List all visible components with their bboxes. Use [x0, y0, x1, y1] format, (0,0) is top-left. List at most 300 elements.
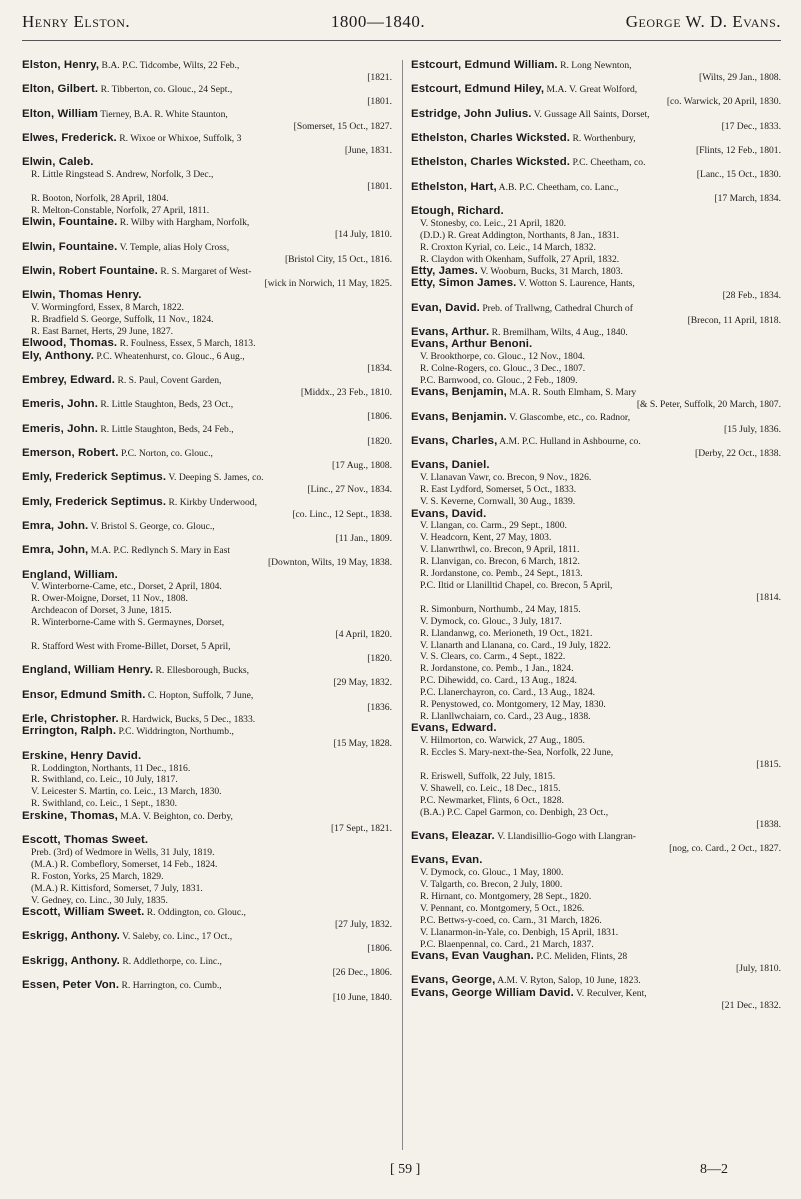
- entry-line: V. Llanwrthwl, co. Brecon, 9 April, 1811.: [420, 544, 580, 556]
- clergy-entry: [22, 980, 392, 1004]
- entry-line: R. Penystowed, co. Montgomery, 12 May, 1830.: [420, 699, 606, 711]
- clergy-entry: [22, 266, 392, 290]
- entry-text: R. S. Paul, Covent Garden,: [117, 375, 222, 387]
- entry-first-line: [22, 931, 392, 943]
- clergy-entry: [22, 424, 392, 448]
- entry-line: V. Llanarth and Llanana, co. Card., 19 July, 1822.: [420, 639, 611, 651]
- entry-first-line: [22, 497, 392, 509]
- clergy-entry: [22, 690, 392, 714]
- entry-headword: Embrey, Edward.: [22, 374, 116, 387]
- entry-line: R. Little Ringstead S. Andrew, Norfolk, 3 Dec.,: [31, 169, 214, 181]
- entry-line: R. Swithland, co. Leic., 1 Sept., 1830.: [31, 798, 178, 810]
- entry-line: V. Headcorn, Kent, 27 May, 1803.: [420, 532, 552, 544]
- entry-headword: Estcourt, Edmund Hiley,: [411, 83, 545, 96]
- entry-line: [Flints, 12 Feb., 1801.: [695, 144, 781, 156]
- clergy-entry: [411, 84, 781, 108]
- page-number: [ 59 ]: [390, 1162, 421, 1177]
- entry-line: R. Eriswell, Suffolk, 22 July, 1815.: [420, 770, 556, 782]
- entry-headword: Evans, George,: [411, 974, 496, 987]
- entry-line: R. Foston, Yorks, 25 March, 1829.: [31, 870, 164, 882]
- entry-headword: Elston, Henry,: [22, 59, 100, 71]
- entry-text: Tierney, B.A. R. White Staunton,: [100, 108, 228, 120]
- entry-headword: Ethelston, Hart,: [411, 180, 497, 193]
- entry-first-line: [411, 988, 781, 1000]
- entry-headword: Emeris, John.: [22, 398, 98, 411]
- entry-first-line: [22, 448, 392, 460]
- entry-first-line: [411, 206, 781, 218]
- entry-line: [17 Dec., 1833.: [721, 120, 781, 132]
- entry-text: R. Little Staughton, Beds, 24 Feb.,: [100, 423, 234, 435]
- entry-line: (M.A.) R. Kittisford, Somerset, 7 July, 1831.: [31, 882, 203, 894]
- entry-line: [21 Dec., 1832.: [721, 999, 781, 1011]
- entry-headword: Evans, Arthur.: [411, 325, 490, 338]
- entry-line: R. Booton, Norfolk, 28 April, 1804.: [31, 192, 169, 204]
- clergy-entry: [411, 266, 781, 278]
- entry-first-line: [411, 723, 781, 735]
- entry-line: (B.A.) P.C. Capel Garmon, co. Denbigh, 23 Oct.,: [420, 806, 609, 818]
- entry-first-line: [22, 665, 392, 677]
- entry-line: [Derby, 22 Oct., 1838.: [695, 448, 781, 459]
- entry-text: P.C. Cheetham, co.: [572, 157, 646, 169]
- entry-line: Preb. (3rd) of Wedmore in Wells, 31 July, 1819.: [31, 846, 215, 858]
- clergy-entry: [411, 206, 781, 266]
- entry-headword: Erskine, Henry David.: [22, 749, 142, 762]
- entry-first-line: [411, 303, 781, 315]
- entry-first-line: [411, 60, 781, 72]
- entry-text: R. Bremilham, Wilts, 4 Aug., 1840.: [491, 326, 628, 338]
- clergy-entry: [411, 387, 781, 411]
- entry-text: A.M. P.C. Hulland in Ashbourne, co.: [499, 436, 641, 448]
- clergy-entry: [411, 157, 781, 181]
- entry-line: [10 June, 1840.: [332, 991, 392, 1003]
- entry-headword: Estcourt, Edmund William.: [411, 59, 558, 71]
- right-column: [402, 60, 781, 1150]
- entry-line: V. Llanarmon-in-Yale, co. Denbigh, 15 April, 1831.: [420, 926, 619, 938]
- entry-text: P.C. Norton, co. Glouc.,: [120, 448, 213, 459]
- clergy-entry: [22, 521, 392, 545]
- clergy-entry: [22, 956, 392, 980]
- entry-line: [Lanc., 15 Oct., 1830.: [696, 169, 781, 181]
- entry-line: [& S. Peter, Suffolk, 20 March, 1807.: [636, 399, 781, 411]
- clergy-entry: [22, 448, 392, 472]
- clergy-entry: [22, 351, 392, 375]
- entry-text: R. Wilby with Hargham, Norfolk,: [119, 217, 250, 229]
- entry-first-line: [22, 956, 392, 968]
- entry-line: V. Pennant, co. Montgomery, 5 Oct., 1826.: [420, 902, 585, 914]
- clergy-entry: [411, 436, 781, 460]
- entry-headword: Elwood, Thomas.: [22, 337, 118, 350]
- entry-headword: Evan, David.: [411, 301, 480, 314]
- entry-headword: Evans, Evan Vaughan.: [411, 950, 534, 963]
- entry-line: [1821.: [367, 71, 392, 83]
- entry-line: V. Gedney, co. Linc., 30 July, 1835.: [31, 894, 168, 906]
- entry-first-line: [22, 424, 392, 436]
- entry-line: [Middx., 23 Feb., 1810.: [300, 386, 392, 398]
- entry-headword: Elwin, Thomas Henry.: [22, 289, 142, 302]
- entry-line: [Downton, Wilts, 19 May, 1838.: [267, 557, 392, 569]
- entry-headword: Eskrigg, Anthony.: [22, 954, 120, 967]
- entry-text: R. Little Staughton, Beds, 23 Oct.,: [100, 399, 234, 411]
- entry-first-line: [22, 60, 392, 72]
- running-head-center: 1800—1840.: [330, 12, 426, 31]
- clergy-entry: [22, 835, 392, 906]
- entry-line: R. Jordanstone, co. Pemb., 1 Jan., 1824.: [420, 663, 574, 675]
- clergy-entry: [411, 831, 781, 855]
- clergy-entry: [22, 570, 392, 665]
- entry-text: B.A. P.C. Tidcombe, Wilts, 22 Feb.,: [101, 60, 240, 71]
- entry-first-line: [22, 217, 392, 229]
- entry-first-line: [22, 109, 392, 121]
- entry-line: R. Hirnant, co. Montgomery, 28 Sept., 1820.: [420, 891, 592, 903]
- entry-line: V. Hilmorton, co. Warwick, 27 Aug., 1805.: [420, 735, 585, 747]
- entry-text: P.C. Widdrington, Northumb.,: [118, 726, 234, 738]
- entry-line: [July, 1810.: [736, 962, 781, 974]
- entry-first-line: [22, 521, 392, 533]
- entry-line: [4 April, 1820.: [335, 629, 392, 641]
- entry-first-line: [22, 472, 392, 484]
- entry-headword: Elwin, Fountaine.: [22, 240, 118, 253]
- entry-headword: Emra, John,: [22, 544, 89, 557]
- entry-line: [1820.: [367, 435, 392, 447]
- entry-headword: Evans, Edward.: [411, 722, 497, 735]
- entry-headword: Emeris, John.: [22, 422, 98, 435]
- entry-line: (D.D.) R. Great Addington, Northants, 8 Jan., 1831.: [420, 229, 620, 241]
- entry-first-line: [22, 714, 392, 726]
- entry-headword: Evans, Benjamin,: [411, 386, 507, 399]
- entry-first-line: [22, 338, 392, 350]
- entry-headword: Escott, Thomas Sweet.: [22, 834, 149, 846]
- entry-line: [nog, co. Card., 2 Oct., 1827.: [669, 842, 781, 854]
- entry-first-line: [411, 509, 781, 521]
- entry-line: V. S. Clears, co. Carm., 4 Sept., 1822.: [420, 651, 566, 663]
- entry-headword: Elton, Gilbert.: [22, 83, 99, 96]
- entry-headword: Elwes, Frederick.: [22, 131, 117, 144]
- entry-line: P.C. Barnwood, co. Glouc., 2 Feb., 1809.: [420, 375, 578, 387]
- entry-headword: Ely, Anthony.: [22, 349, 94, 362]
- entry-first-line: [411, 831, 781, 843]
- entry-first-line: [411, 460, 781, 472]
- entry-first-line: [22, 690, 392, 702]
- entry-headword: Erle, Christopher.: [22, 712, 119, 725]
- entry-line: R. Claydon with Okenham, Suffolk, 27 April, 1832.: [420, 253, 620, 265]
- entry-headword: Evans, Evan.: [411, 854, 483, 867]
- entry-line: V. Brookthorpe, co. Glouc., 12 Nov., 1804.: [420, 351, 585, 363]
- clergy-entry: [22, 157, 392, 217]
- entry-line: V. Wormingford, Essex, 8 March, 1822.: [31, 302, 184, 314]
- entry-line: R. East Lydford, Somerset, 5 Oct., 1833.: [420, 484, 577, 496]
- entry-text: R. S. Margaret of West-: [160, 265, 252, 277]
- entry-line: [14 July, 1810.: [335, 229, 392, 241]
- entry-line: P.C. Llanerchayron, co. Card., 13 Aug., 1824.: [420, 687, 596, 699]
- entry-line: [27 July, 1832.: [335, 918, 392, 930]
- entry-headword: Evans, George William David.: [411, 986, 574, 999]
- entry-text: R. Ellesborough, Bucks,: [155, 665, 250, 677]
- entry-text: V. Bristol S. George, co. Glouc.,: [90, 520, 215, 532]
- entry-line: R. Melton-Constable, Norfolk, 27 April, 1811.: [31, 204, 210, 216]
- entry-line: Archdeacon of Dorset, 3 June, 1815.: [31, 605, 172, 617]
- entry-headword: Ensor, Edmund Smith.: [22, 688, 146, 701]
- entry-text: R. Foulness, Essex, 5 March, 1813.: [119, 338, 256, 350]
- clergy-entry: [22, 726, 392, 750]
- entry-first-line: [22, 84, 392, 96]
- entry-headword: Eskrigg, Anthony.: [22, 930, 120, 943]
- entry-first-line: [411, 855, 781, 867]
- entry-text: V. Deeping S. James, co.: [168, 472, 264, 484]
- entry-first-line: [411, 436, 781, 448]
- entry-text: R. Tibberton, co. Glouc., 24 Sept.,: [100, 84, 233, 96]
- entry-text: V. Saleby, co. Linc., 17 Oct.,: [122, 931, 233, 943]
- clergy-entry: [22, 84, 392, 108]
- clergy-entry: [22, 242, 392, 266]
- left-column: [22, 60, 392, 1150]
- entry-text: R. Harrington, co. Cumb.,: [121, 979, 222, 991]
- clergy-entry: [411, 460, 781, 508]
- entry-line: [1834.: [367, 362, 392, 374]
- entry-line: R. Winterborne-Came with S. Germaynes, Dorset,: [31, 617, 225, 629]
- entry-first-line: [22, 375, 392, 387]
- entry-headword: Elwin, Fountaine.: [22, 216, 118, 229]
- entry-text: M.A. V. Great Wolford,: [546, 84, 638, 96]
- entry-first-line: [411, 182, 781, 194]
- entry-line: R. Loddington, Northants, 11 Dec., 1816.: [31, 762, 191, 774]
- entry-line: [Wilts, 29 Jan., 1808.: [699, 71, 781, 83]
- entry-line: [11 Jan., 1809.: [335, 532, 392, 544]
- entry-line: [28 Feb., 1834.: [722, 290, 781, 302]
- entry-first-line: [22, 399, 392, 411]
- clergy-entry: [22, 217, 392, 241]
- entry-text: V. Temple, alias Holy Cross,: [119, 241, 230, 253]
- entry-headword: Elwin, Robert Fountaine.: [22, 264, 158, 277]
- entry-headword: Evans, Daniel.: [411, 459, 490, 472]
- entry-first-line: [22, 290, 392, 302]
- clergy-entry: [22, 399, 392, 423]
- entry-first-line: [22, 266, 392, 278]
- entry-line: R. Llandanwg, co. Merioneth, 19 Oct., 1821.: [420, 627, 593, 639]
- clergy-entry: [22, 109, 392, 133]
- clergy-entry: [411, 303, 781, 327]
- clergy-entry: [411, 855, 781, 950]
- entry-line: [1806.: [367, 411, 392, 423]
- entry-text: M.A. P.C. Redlynch S. Mary in East: [90, 545, 231, 557]
- entry-columns: [22, 60, 781, 1150]
- entry-text: V. Llandisillio-Gogo with Llangran-: [497, 831, 636, 842]
- entry-text: R. Worthenbury,: [572, 132, 636, 144]
- clergy-entry: [411, 327, 781, 339]
- entry-line: P.C. Dihewidd, co. Card., 13 Aug., 1824.: [420, 675, 577, 687]
- clergy-entry: [411, 182, 781, 206]
- entry-headword: Evans, Arthur Benoni.: [411, 338, 533, 351]
- entry-first-line: [411, 339, 781, 351]
- running-head-right: George W. D. Evans.: [625, 12, 781, 31]
- entry-text: R. Addlethorpe, co. Linc.,: [122, 955, 222, 967]
- entry-headword: Errington, Ralph.: [22, 725, 117, 738]
- clergy-entry: [411, 951, 781, 975]
- entry-text: C. Hopton, Suffolk, 7 June,: [147, 689, 254, 701]
- entry-line: [1814.: [756, 591, 781, 603]
- entry-first-line: [411, 327, 781, 339]
- clergy-entry: [22, 133, 392, 157]
- clergy-entry: [411, 723, 781, 830]
- entry-headword: Erskine, Thomas,: [22, 809, 118, 822]
- entry-line: [Linc., 27 Nov., 1834.: [307, 484, 392, 496]
- entry-line: V. S. Keverne, Cornwall, 30 Aug., 1839.: [420, 496, 576, 508]
- entry-text: P.C. Wheatenhurst, co. Glouc., 6 Aug.,: [96, 350, 245, 362]
- entry-first-line: [411, 84, 781, 96]
- entry-text: V. Gussage All Saints, Dorset,: [533, 108, 650, 120]
- entry-line: [Bristol City, 15 Oct., 1816.: [284, 253, 392, 265]
- entry-first-line: [22, 751, 392, 763]
- entry-line: V. Shawell, co. Leic., 18 Dec., 1815.: [420, 782, 561, 794]
- entry-line: R. Llanvigan, co. Brecon, 6 March, 1812.: [420, 556, 580, 568]
- entry-line: V. Dymock, co. Glouc., 1 May, 1800.: [420, 867, 564, 879]
- clergy-entry: [411, 988, 781, 1012]
- entry-first-line: [411, 157, 781, 169]
- entry-line: [29 May, 1832.: [333, 677, 392, 689]
- entry-headword: England, William.: [22, 568, 118, 581]
- entry-line: V. Dymock, co. Glouc., 3 July, 1817.: [420, 615, 562, 627]
- entry-line: [June, 1831.: [344, 144, 392, 156]
- clergy-entry: [22, 290, 392, 338]
- entry-line: R. East Barnet, Herts, 29 June, 1827.: [31, 325, 174, 337]
- entry-text: R. Long Newnton,: [560, 60, 632, 71]
- entry-line: [1815.: [756, 759, 781, 771]
- entry-first-line: [411, 387, 781, 399]
- entry-headword: Evans, Benjamin.: [411, 410, 507, 423]
- clergy-entry: [22, 497, 392, 521]
- clergy-entry: [411, 412, 781, 436]
- entry-text: R. Hardwick, Bucks, 5 Dec., 1833.: [121, 713, 256, 725]
- entry-first-line: [22, 242, 392, 254]
- entry-line: [co. Linc., 12 Sept., 1838.: [292, 508, 392, 520]
- entry-line: [co. Warwick, 20 April, 1830.: [666, 96, 781, 108]
- entry-line: P.C. Iltid or Llanilltid Chapel, co. Brecon, 5 April,: [420, 579, 613, 591]
- clergy-entry: [22, 472, 392, 496]
- entry-first-line: [22, 811, 392, 823]
- entry-line: [26 Dec., 1806.: [332, 967, 392, 979]
- entry-headword: Emerson, Robert.: [22, 447, 119, 459]
- entry-first-line: [411, 133, 781, 145]
- entry-line: [17 Aug., 1808.: [332, 459, 392, 471]
- entry-line: P.C. Bettws-y-coed, co. Carn., 31 March, 1826.: [420, 914, 602, 926]
- entry-headword: Ethelston, Charles Wicksted.: [411, 131, 571, 144]
- entry-line: V. Llangan, co. Carm., 29 Sept., 1800.: [420, 520, 567, 532]
- entry-headword: Estridge, John Julius.: [411, 107, 532, 120]
- entry-headword: Evans, David.: [411, 507, 487, 520]
- entry-headword: England, William Henry.: [22, 664, 154, 677]
- page-footer: [0, 1162, 801, 1182]
- entry-headword: Elton, William: [22, 107, 98, 120]
- entry-first-line: [411, 278, 781, 290]
- entry-line: R. Swithland, co. Leic., 10 July, 1817.: [31, 774, 178, 786]
- entry-line: R. Llanllwchaiarn, co. Card., 23 Aug., 1838.: [420, 710, 591, 722]
- entry-text: A.M. V. Ryton, Salop, 10 June, 1823.: [497, 975, 641, 987]
- entry-headword: Ethelston, Charles Wicksted.: [411, 156, 571, 169]
- entry-text: M.A. R. South Elmham, S. Mary: [509, 387, 637, 399]
- entry-text: R. Kirkby Underwood,: [168, 496, 257, 508]
- header-rule: [22, 40, 781, 41]
- entry-line: [wick in Norwich, 11 May, 1825.: [264, 277, 392, 289]
- entry-line: P.C. Newmarket, Flints, 6 Oct., 1828.: [420, 794, 564, 806]
- entry-text: R. Wixoe or Whixoe, Suffolk, 3: [119, 132, 242, 144]
- entry-line: R. Ower-Moigne, Dorset, 11 Nov., 1808.: [31, 593, 188, 605]
- entry-line: R. Croxton Kyrial, co. Leic., 14 March, 1832.: [420, 241, 596, 253]
- clergy-entry: [411, 509, 781, 723]
- clergy-entry: [411, 109, 781, 133]
- entry-headword: Emra, John.: [22, 519, 89, 532]
- clergy-entry: [411, 60, 781, 84]
- entry-line: [17 March, 1834.: [714, 193, 781, 205]
- entry-text: V. Wooburn, Bucks, 31 March, 1803.: [480, 265, 623, 277]
- entry-first-line: [22, 980, 392, 992]
- entry-line: [1838.: [756, 818, 781, 830]
- entry-text: V. Wotton S. Laurence, Hants,: [518, 278, 635, 290]
- entry-line: [15 May, 1828.: [333, 738, 392, 750]
- entry-line: R. Eccles S. Mary-next-the-Sea, Norfolk, 22 June,: [420, 747, 614, 759]
- clergy-entry: [22, 60, 392, 84]
- entry-line: R. Simonburn, Northumb., 24 May, 1815.: [420, 603, 581, 615]
- entry-text: V. Glascombe, etc., co. Radnor,: [509, 411, 631, 423]
- signature-mark: 8—2: [700, 1162, 728, 1177]
- entry-text: R. Oddington, co. Glouc.,: [146, 906, 246, 918]
- entry-first-line: [22, 835, 392, 847]
- entry-headword: Emly, Frederick Septimus.: [22, 471, 167, 484]
- entry-first-line: [411, 266, 781, 278]
- entry-line: V. Winterborne-Came, etc., Dorset, 2 April, 1804.: [31, 581, 222, 593]
- entry-first-line: [22, 726, 392, 738]
- entry-headword: Etty, Simon James.: [411, 277, 517, 290]
- entry-first-line: [22, 907, 392, 919]
- entry-headword: Escott, William Sweet.: [22, 905, 145, 918]
- entry-line: [1801.: [367, 181, 392, 193]
- clergy-entry: [22, 665, 392, 689]
- clergy-entry: [22, 545, 392, 569]
- clergy-entry: [411, 339, 781, 387]
- entry-first-line: [411, 109, 781, 121]
- clergy-entry: [22, 338, 392, 350]
- entry-text: Preb. of Trallwng, Cathedral Church of: [482, 302, 633, 314]
- entry-headword: Evans, Charles,: [411, 435, 498, 448]
- entry-headword: Elwin, Caleb.: [22, 156, 94, 169]
- entry-first-line: [22, 351, 392, 363]
- clergy-entry: [22, 907, 392, 931]
- clergy-entry: [411, 975, 781, 987]
- entry-line: [1820.: [367, 652, 392, 664]
- entry-text: M.A. V. Beighton, co. Derby,: [120, 810, 233, 822]
- entry-headword: Emly, Frederick Septimus.: [22, 495, 167, 508]
- entry-line: P.C. Blaenpennal, co. Card., 21 March, 1837.: [420, 938, 594, 950]
- entry-first-line: [411, 951, 781, 963]
- clergy-entry: [22, 375, 392, 399]
- entry-text: A.B. P.C. Cheetham, co. Lanc.,: [498, 181, 619, 193]
- entry-line: R. Bradfield S. George, Suffolk, 11 Nov., 1824.: [31, 314, 214, 326]
- entry-line: [17 Sept., 1821.: [330, 822, 392, 834]
- clergy-entry: [22, 751, 392, 811]
- entry-line: (M.A.) R. Combeflory, Somerset, 14 Feb., 1824.: [31, 858, 218, 870]
- entry-first-line: [22, 157, 392, 169]
- entry-line: V. Leicester S. Martin, co. Leic., 13 March, 1830.: [31, 786, 222, 798]
- entry-text: P.C. Meliden, Flints, 28: [536, 951, 628, 963]
- entry-headword: Etty, James.: [411, 264, 478, 277]
- clergy-entry: [411, 278, 781, 302]
- entry-line: [Somerset, 15 Oct., 1827.: [293, 120, 392, 132]
- entry-line: V. Talgarth, co. Brecon, 2 July, 1800.: [420, 879, 563, 891]
- entry-line: [Brecon, 11 April, 1818.: [687, 314, 781, 326]
- clergy-entry: [22, 714, 392, 726]
- entry-first-line: [22, 545, 392, 557]
- entry-headword: Essen, Peter Von.: [22, 978, 120, 991]
- clergy-entry: [22, 931, 392, 955]
- running-head-left: Henry Elston.: [22, 12, 131, 31]
